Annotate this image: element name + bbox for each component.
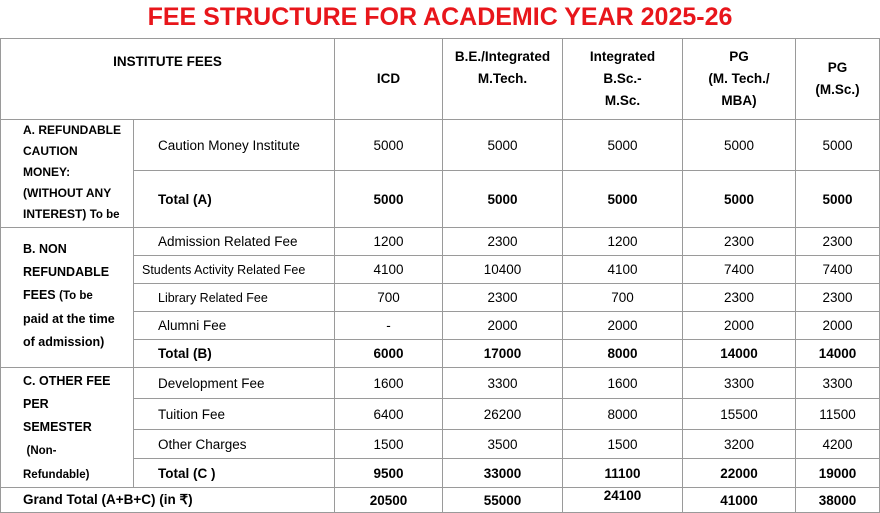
cell-value: 4200 [796, 430, 880, 459]
cell-value: 2300 [443, 228, 563, 256]
row-label: Total (B) [134, 340, 335, 368]
header-integrated-bsc-msc: Integrated B.Sc.- M.Sc. [563, 39, 683, 120]
cell-value: 11500 [796, 399, 880, 430]
header-icd: ICD [335, 39, 443, 120]
cell-value: 4100 [563, 256, 683, 284]
fee-table [0, 38, 880, 513]
cell-value: 2300 [683, 284, 796, 312]
header-institute-fees: INSTITUTE FEES [1, 39, 335, 120]
cell-value: - [335, 312, 443, 340]
section-b-label: B. NON REFUNDABLE FEES (To be paid at the time of admission) [1, 228, 134, 368]
cell-value: 700 [563, 284, 683, 312]
row-label: Development Fee [134, 368, 335, 399]
cell-value: 2000 [563, 312, 683, 340]
cell-value: 2300 [796, 284, 880, 312]
cell-value: 5000 [563, 171, 683, 228]
cell-value: 1600 [563, 368, 683, 399]
row-label: Total (C ) [134, 459, 335, 488]
cell-value: 3300 [443, 368, 563, 399]
cell-value: 700 [335, 284, 443, 312]
row-label: Total (A) [134, 171, 335, 228]
cell-value: 10400 [443, 256, 563, 284]
cell-value: 3500 [443, 430, 563, 459]
cell-value: 26200 [443, 399, 563, 430]
cell-value: 14000 [683, 340, 796, 368]
row-label: Caution Money Institute [134, 120, 335, 171]
cell-value: 4100 [335, 256, 443, 284]
page-title: FEE STRUCTURE FOR ACADEMIC YEAR 2025-26 [147, 3, 733, 31]
cell-value: 2000 [443, 312, 563, 340]
grand-total-label: Grand Total (A+B+C) (in ₹) [1, 488, 335, 513]
cell-value: 3200 [683, 430, 796, 459]
cell-value: 20500 [335, 488, 443, 513]
cell-value: 5000 [683, 120, 796, 171]
cell-value: 2300 [683, 228, 796, 256]
table-row [1, 228, 880, 256]
cell-value: 7400 [683, 256, 796, 284]
cell-value: 38000 [796, 488, 880, 513]
header-pg-msc: PG (M.Sc.) [796, 39, 880, 120]
cell-value: 8000 [563, 399, 683, 430]
cell-value: 14000 [796, 340, 880, 368]
cell-value: 24100 [563, 488, 683, 513]
cell-value: 1500 [335, 430, 443, 459]
cell-value: 2300 [796, 228, 880, 256]
cell-value: 3300 [796, 368, 880, 399]
row-label: Other Charges [134, 430, 335, 459]
row-label: Students Activity Related Fee [134, 256, 335, 284]
cell-value: 5000 [335, 120, 443, 171]
cell-value: 11100 [563, 459, 683, 488]
section-c-label: C. OTHER FEE PER SEMESTER (Non- Refundable) [1, 368, 134, 488]
cell-value: 55000 [443, 488, 563, 513]
cell-value: 5000 [796, 120, 880, 171]
cell-value: 1600 [335, 368, 443, 399]
table-row [1, 120, 880, 171]
cell-value: 2000 [683, 312, 796, 340]
cell-value: 8000 [563, 340, 683, 368]
cell-value: 22000 [683, 459, 796, 488]
row-label: Alumni Fee [134, 312, 335, 340]
table-header-row [1, 39, 880, 120]
section-a-label: A. REFUNDABLE CAUTION MONEY: (WITHOUT ANY INTEREST) To be [1, 120, 134, 228]
cell-value: 17000 [443, 340, 563, 368]
cell-value: 3300 [683, 368, 796, 399]
cell-value: 7400 [796, 256, 880, 284]
header-be-integrated: B.E./Integrated M.Tech. [443, 39, 563, 120]
cell-value: 1500 [563, 430, 683, 459]
cell-value: 2000 [796, 312, 880, 340]
cell-value: 5000 [683, 171, 796, 228]
row-label: Tuition Fee [134, 399, 335, 430]
cell-value: 5000 [335, 171, 443, 228]
header-pg-mtech-mba: PG (M. Tech./ MBA) [683, 39, 796, 120]
row-label: Library Related Fee [134, 284, 335, 312]
cell-value: 6000 [335, 340, 443, 368]
cell-value: 1200 [563, 228, 683, 256]
cell-value: 9500 [335, 459, 443, 488]
table-row [1, 368, 880, 399]
cell-value: 5000 [443, 120, 563, 171]
cell-value: 1200 [335, 228, 443, 256]
cell-value: 5000 [796, 171, 880, 228]
grand-total-row [1, 488, 880, 513]
cell-value: 19000 [796, 459, 880, 488]
cell-value: 33000 [443, 459, 563, 488]
cell-value: 2300 [443, 284, 563, 312]
cell-value: 5000 [443, 171, 563, 228]
cell-value: 41000 [683, 488, 796, 513]
cell-value: 15500 [683, 399, 796, 430]
row-label: Admission Related Fee [134, 228, 335, 256]
cell-value: 6400 [335, 399, 443, 430]
cell-value: 5000 [563, 120, 683, 171]
